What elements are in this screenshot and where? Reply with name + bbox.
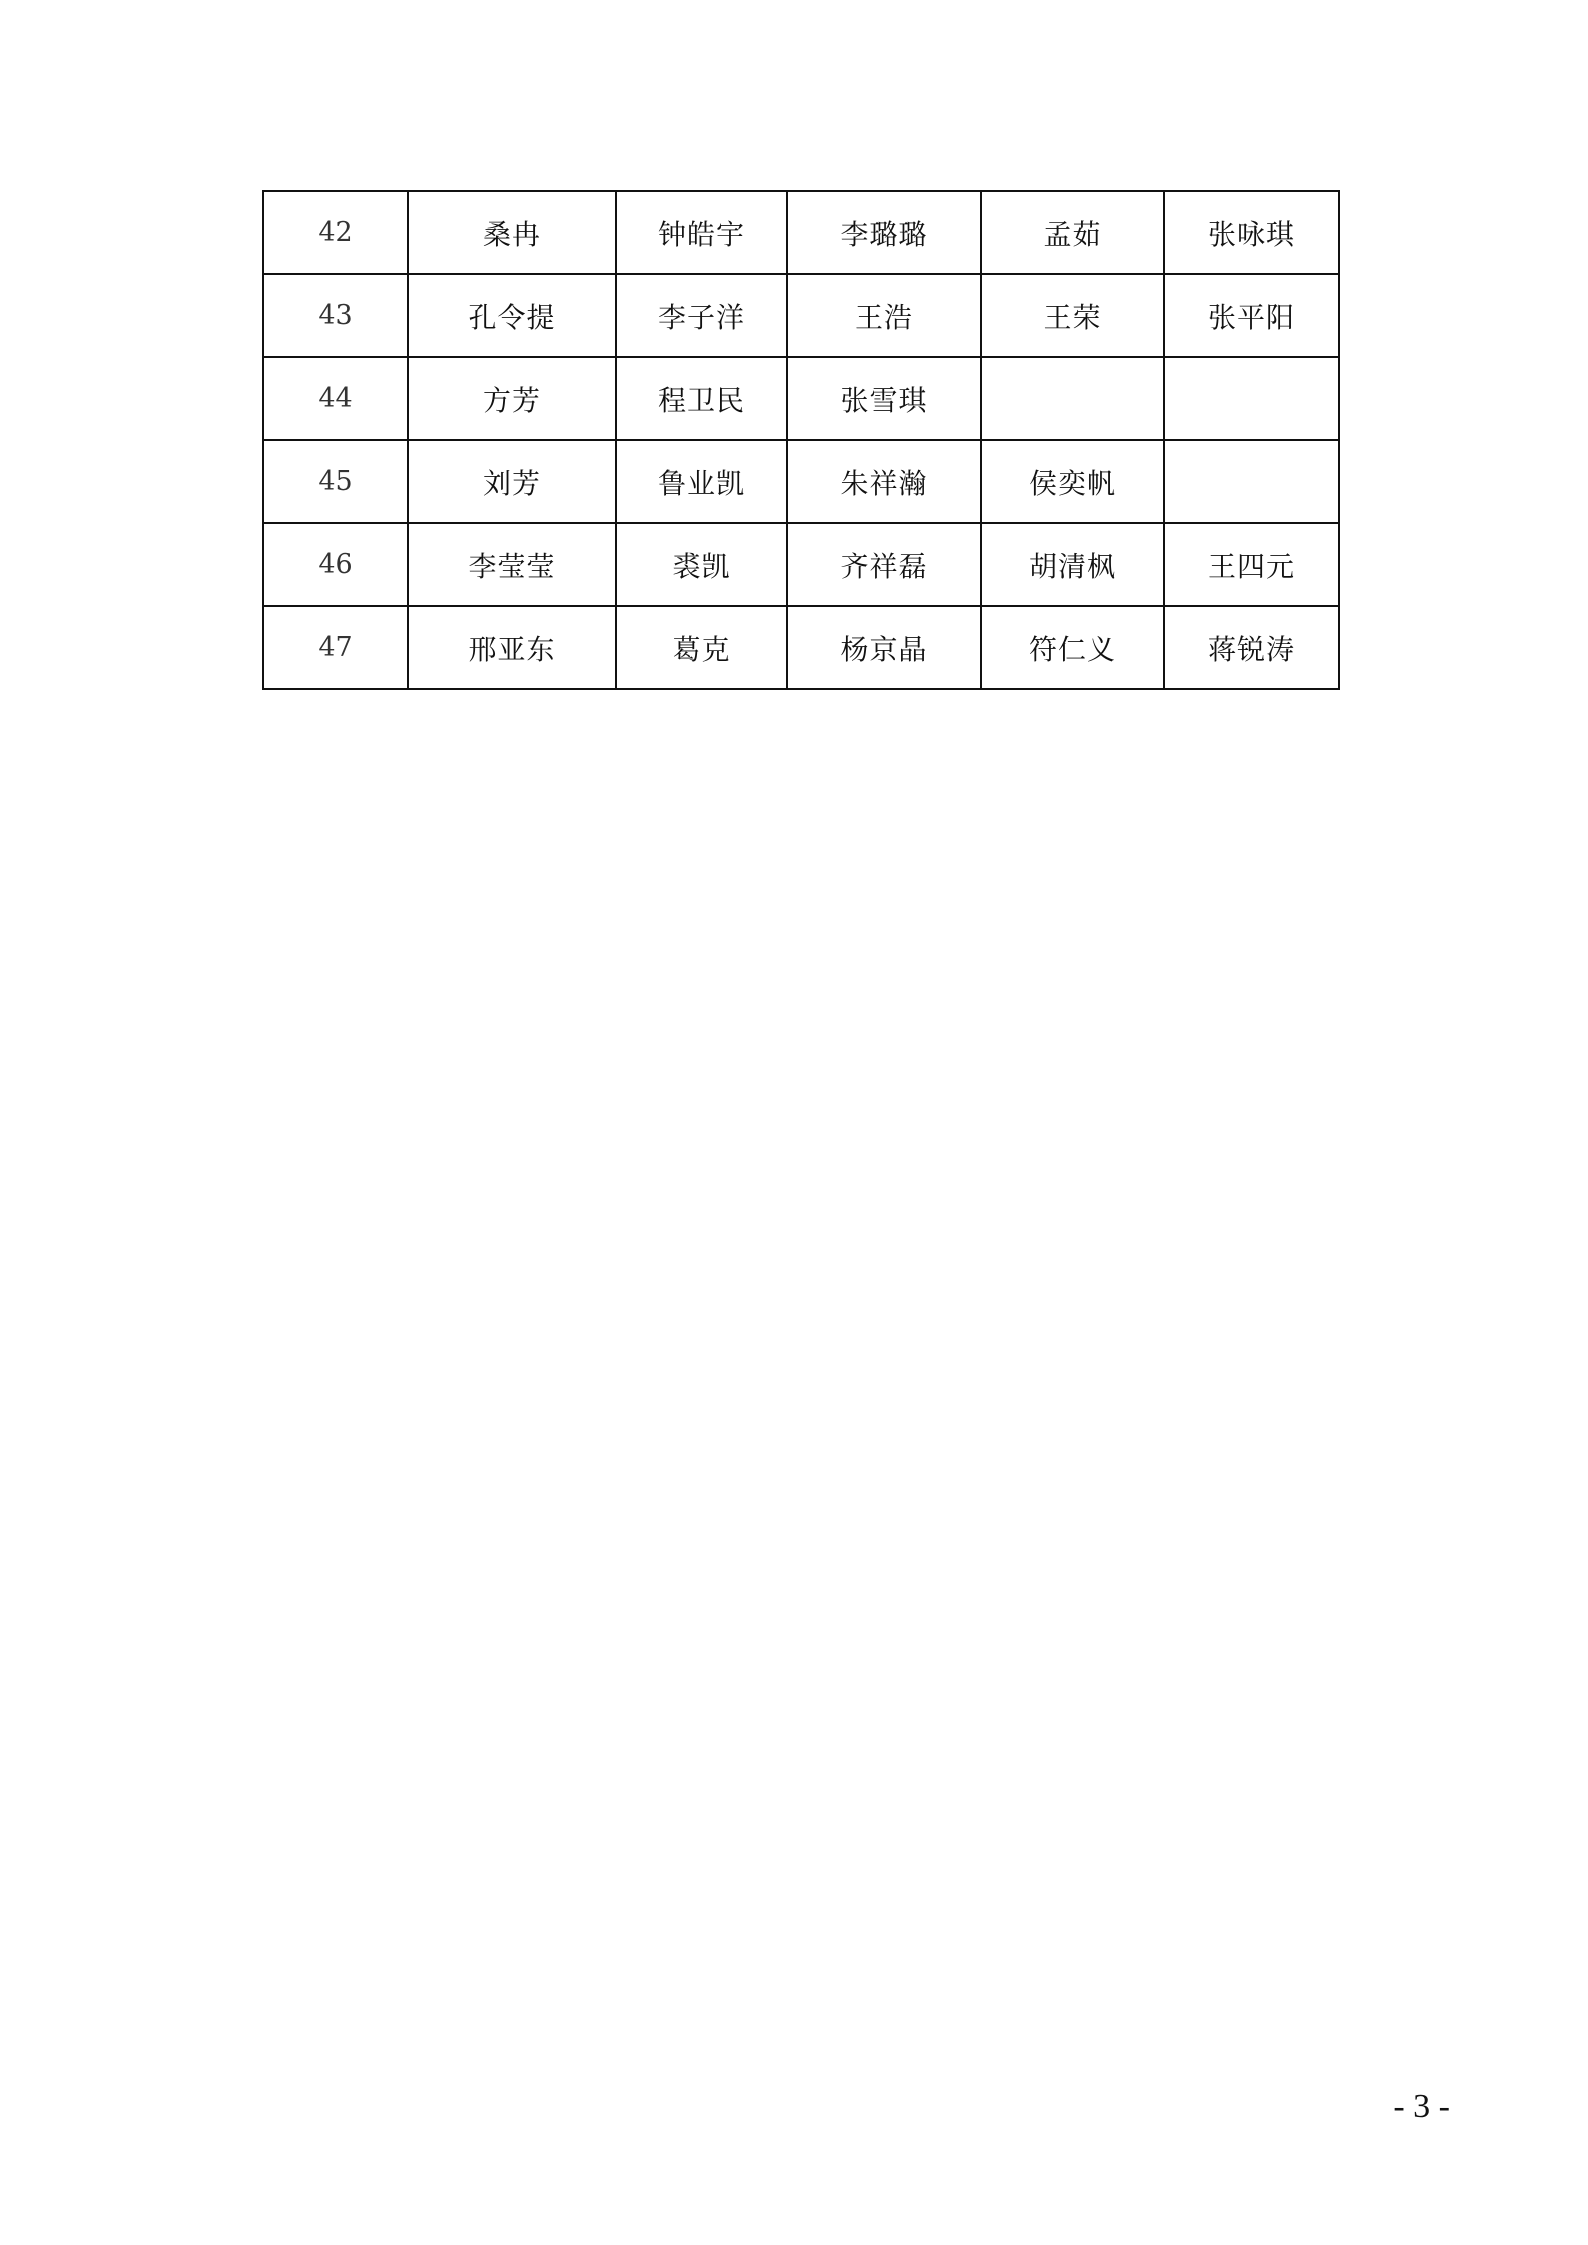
name-cell: 鲁业凯 (616, 440, 787, 523)
name-cell: 李子洋 (616, 274, 787, 357)
name-cell: 张咏琪 (1164, 191, 1339, 274)
name-cell: 李璐璐 (787, 191, 981, 274)
row-number: 46 (263, 523, 408, 606)
table-row (263, 274, 1339, 357)
name-cell: 程卫民 (616, 357, 787, 440)
page-number: - 3 - (1393, 2088, 1450, 2125)
table-row (263, 606, 1339, 689)
table-row (263, 357, 1339, 440)
name-cell: 朱祥瀚 (787, 440, 981, 523)
roster-table (262, 190, 1340, 690)
row-number: 45 (263, 440, 408, 523)
name-cell: 侯奕帆 (981, 440, 1164, 523)
name-cell (1164, 440, 1339, 523)
name-cell: 孔令提 (408, 274, 616, 357)
name-cell: 蒋锐涛 (1164, 606, 1339, 689)
roster-table-body (263, 191, 1339, 689)
table-row (263, 523, 1339, 606)
row-number: 42 (263, 191, 408, 274)
name-cell: 胡清枫 (981, 523, 1164, 606)
row-number: 43 (263, 274, 408, 357)
row-number: 47 (263, 606, 408, 689)
name-cell (1164, 357, 1339, 440)
name-cell: 杨京晶 (787, 606, 981, 689)
name-cell: 王荣 (981, 274, 1164, 357)
name-cell: 符仁义 (981, 606, 1164, 689)
name-cell: 钟皓宇 (616, 191, 787, 274)
name-cell: 张雪琪 (787, 357, 981, 440)
table-row (263, 440, 1339, 523)
name-cell: 孟茹 (981, 191, 1164, 274)
name-cell: 裘凯 (616, 523, 787, 606)
name-cell: 桑冉 (408, 191, 616, 274)
table-row (263, 191, 1339, 274)
name-cell: 方芳 (408, 357, 616, 440)
name-cell: 王四元 (1164, 523, 1339, 606)
name-cell: 王浩 (787, 274, 981, 357)
name-cell: 齐祥磊 (787, 523, 981, 606)
name-cell: 张平阳 (1164, 274, 1339, 357)
row-number: 44 (263, 357, 408, 440)
name-cell: 李莹莹 (408, 523, 616, 606)
name-cell: 刘芳 (408, 440, 616, 523)
name-cell: 邢亚东 (408, 606, 616, 689)
name-cell (981, 357, 1164, 440)
name-cell: 葛克 (616, 606, 787, 689)
